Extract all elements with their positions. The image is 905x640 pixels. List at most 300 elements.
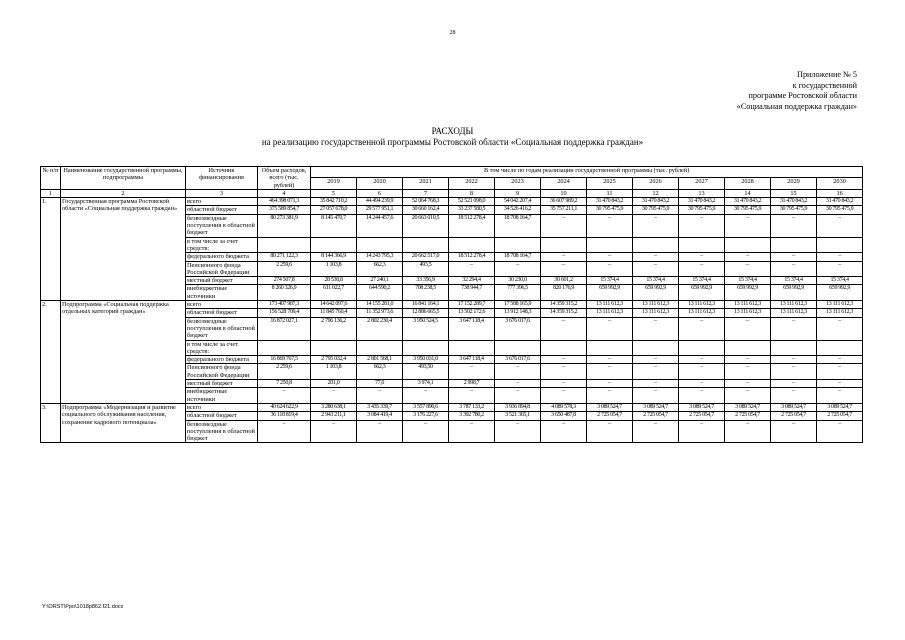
year-value-cell: 738 944,7 bbox=[449, 285, 495, 301]
year-value-cell: 3 089 524,7 bbox=[679, 403, 725, 411]
year-value-cell: – bbox=[633, 364, 679, 380]
program-name: Подпрограмма «Модернизация и развитие социального обслуживания населения, сохранение кадрового потенциала» bbox=[61, 403, 186, 442]
year-value-cell: – bbox=[771, 420, 817, 443]
year-value-cell: 3 084 419,4 bbox=[357, 412, 403, 420]
year-value-cell: 777 396,5 bbox=[495, 285, 541, 301]
year-value-cell: 12 886 665,5 bbox=[403, 309, 449, 317]
year-value-cell: 32 294,4 bbox=[449, 277, 495, 285]
year-value-cell: – bbox=[771, 253, 817, 261]
year-value-cell: – bbox=[495, 261, 541, 277]
year-value-cell: 14 244 457,6 bbox=[357, 214, 403, 237]
year-value-cell: – bbox=[817, 380, 863, 388]
funding-source: всего bbox=[186, 403, 258, 411]
column-index-cell: 9 bbox=[495, 189, 541, 197]
year-value-cell: 611 022,7 bbox=[311, 285, 357, 301]
year-value-cell: 13 111 612,3 bbox=[633, 301, 679, 309]
year-value-cell: 18 708 164,7 bbox=[495, 214, 541, 237]
year-value-cell: – bbox=[633, 388, 679, 404]
year-value-cell: 14 359 315,2 bbox=[541, 309, 587, 317]
year-value-cell: 33 237 580,5 bbox=[449, 206, 495, 214]
year-value-cell: 34 526 416,2 bbox=[495, 206, 541, 214]
funding-source: областной бюджет bbox=[186, 206, 258, 214]
year-value-cell: 15 374,4 bbox=[817, 277, 863, 285]
year-value-cell: 659 992,9 bbox=[817, 285, 863, 301]
header-years-group: В том числе по годам реализации государственной программы (тыс. рублей) bbox=[311, 167, 863, 178]
year-value-cell: 35 842 710,2 bbox=[311, 198, 357, 206]
year-value-cell: – bbox=[311, 388, 357, 404]
column-index-cell: 4 bbox=[258, 189, 311, 197]
year-value-cell: 14 359 315,2 bbox=[541, 301, 587, 309]
table-row bbox=[41, 198, 863, 206]
year-value-cell: 13 111 612,3 bbox=[771, 309, 817, 317]
year-value-cell: 15 374,4 bbox=[679, 277, 725, 285]
year-value-cell: 11 845 760,4 bbox=[311, 309, 357, 317]
column-index-cell: 13 bbox=[679, 189, 725, 197]
total-value-cell: 16 869 767,5 bbox=[258, 356, 311, 364]
year-value-cell bbox=[403, 237, 449, 253]
column-index-cell: 5 bbox=[311, 189, 357, 197]
year-value-cell: 15 374,4 bbox=[633, 277, 679, 285]
year-value-cell bbox=[495, 237, 541, 253]
annex-block bbox=[657, 70, 857, 112]
year-value-cell: 18 708 164,7 bbox=[495, 253, 541, 261]
year-value-cell: 54 042 207,4 bbox=[495, 198, 541, 206]
funding-source: безвозмездные поступления в областной бюджет bbox=[186, 317, 258, 340]
year-value-cell: – bbox=[817, 253, 863, 261]
total-value-cell: – bbox=[258, 388, 311, 404]
year-value-cell: 2 725 054,7 bbox=[725, 412, 771, 420]
year-value-cell: 4 089 578,3 bbox=[541, 403, 587, 411]
year-value-cell: 30 795 475,9 bbox=[771, 206, 817, 214]
year-value-cell: 30 795 475,9 bbox=[587, 206, 633, 214]
year-value-cell: 14 243 795,3 bbox=[357, 253, 403, 261]
year-value-cell: – bbox=[541, 214, 587, 237]
header-year: 2023 bbox=[495, 178, 541, 189]
year-value-cell: – bbox=[541, 380, 587, 388]
column-index-cell: 2 bbox=[61, 189, 186, 197]
year-value-cell: 3 936 894,8 bbox=[495, 403, 541, 411]
year-value-cell: 2 795 032,4 bbox=[311, 356, 357, 364]
total-value-cell: 36 118 819,4 bbox=[258, 412, 311, 420]
year-value-cell: – bbox=[771, 317, 817, 340]
year-value-cell: 30 795 475,9 bbox=[633, 206, 679, 214]
year-value-cell: – bbox=[587, 261, 633, 277]
column-index-cell: 15 bbox=[771, 189, 817, 197]
year-value-cell bbox=[633, 340, 679, 356]
header-volume: Объем расходов, всего (тыс. рублей) bbox=[258, 167, 311, 190]
year-value-cell: 13 111 612,3 bbox=[817, 309, 863, 317]
funding-source: Пенсионного фонда Российской Федерации bbox=[186, 364, 258, 380]
year-value-cell: 3 392 780,2 bbox=[449, 412, 495, 420]
year-value-cell bbox=[449, 237, 495, 253]
year-value-cell: 31 470 843,2 bbox=[817, 198, 863, 206]
year-value-cell: – bbox=[817, 420, 863, 443]
year-value-cell: – bbox=[725, 420, 771, 443]
year-value-cell: – bbox=[587, 214, 633, 237]
year-value-cell: – bbox=[541, 253, 587, 261]
funding-source: в том числе за счет средств: bbox=[186, 340, 258, 356]
year-value-cell: 659 992,9 bbox=[771, 285, 817, 301]
year-value-cell: 13 502 172,6 bbox=[449, 309, 495, 317]
year-value-cell bbox=[725, 237, 771, 253]
year-value-cell: 659 992,9 bbox=[633, 285, 679, 301]
year-value-cell: – bbox=[817, 388, 863, 404]
year-value-cell: – bbox=[541, 420, 587, 443]
year-value-cell bbox=[357, 340, 403, 356]
year-value-cell: – bbox=[679, 317, 725, 340]
year-value-cell bbox=[725, 340, 771, 356]
year-value-cell: 30 230,0 bbox=[495, 277, 541, 285]
annex-line-3: программе Ростовской области bbox=[748, 91, 857, 100]
year-value-cell: 1 103,8 bbox=[311, 261, 357, 277]
year-value-cell: 708 238,5 bbox=[403, 285, 449, 301]
year-value-cell: 2 801 568,1 bbox=[357, 356, 403, 364]
year-value-cell: 15 374,4 bbox=[725, 277, 771, 285]
year-value-cell: – bbox=[449, 364, 495, 380]
year-value-cell: 18 512 278,4 bbox=[449, 214, 495, 237]
year-value-cell: 52 064 768,3 bbox=[403, 198, 449, 206]
year-value-cell: – bbox=[403, 420, 449, 443]
year-value-cell bbox=[679, 237, 725, 253]
funding-source: областной бюджет bbox=[186, 309, 258, 317]
footer-file-path: Y:\ORST\Ppo\1018p862.f21.docx bbox=[42, 604, 124, 610]
annex-line-2: к государственной bbox=[792, 80, 857, 90]
year-value-cell: – bbox=[725, 356, 771, 364]
total-value-cell: 173 407 987,3 bbox=[258, 301, 311, 309]
row-number: 2. bbox=[41, 301, 61, 404]
year-value-cell: – bbox=[817, 261, 863, 277]
year-value-cell: – bbox=[679, 364, 725, 380]
funding-source: безвозмездные поступления в областной бюджет bbox=[186, 420, 258, 443]
funding-source: всего bbox=[186, 301, 258, 309]
total-value-cell: 80 273 381,9 bbox=[258, 214, 311, 237]
column-index-cell: 14 bbox=[725, 189, 771, 197]
header-source: Источник финансирования bbox=[186, 167, 258, 190]
document-title bbox=[0, 126, 905, 147]
year-value-cell: – bbox=[725, 364, 771, 380]
year-value-cell: 20 662 517,0 bbox=[403, 253, 449, 261]
year-value-cell: 30 795 475,9 bbox=[679, 206, 725, 214]
year-value-cell: 2 802 230,4 bbox=[357, 317, 403, 340]
year-value-cell: – bbox=[633, 380, 679, 388]
year-value-cell: – bbox=[587, 253, 633, 261]
total-value-cell: 464 398 071,3 bbox=[258, 198, 311, 206]
year-value-cell: 3 089 524,7 bbox=[633, 403, 679, 411]
year-value-cell: 3 089 524,7 bbox=[587, 403, 633, 411]
year-value-cell: – bbox=[817, 317, 863, 340]
year-value-cell: 31 470 843,2 bbox=[725, 198, 771, 206]
funding-source: в том числе за счет средств: bbox=[186, 237, 258, 253]
year-value-cell: – bbox=[449, 261, 495, 277]
year-value-cell: – bbox=[679, 420, 725, 443]
year-value-cell: – bbox=[725, 317, 771, 340]
year-value-cell bbox=[587, 237, 633, 253]
year-value-cell: – bbox=[725, 261, 771, 277]
year-value-cell: 44 494 239,9 bbox=[357, 198, 403, 206]
title-line-2: на реализацию государственной программы Ростовской области «Социальная поддержка граждан» bbox=[261, 136, 644, 147]
column-index-cell: 7 bbox=[403, 189, 449, 197]
header-year: 2029 bbox=[771, 178, 817, 189]
year-value-cell: – bbox=[357, 420, 403, 443]
year-value-cell: 27 240,1 bbox=[357, 277, 403, 285]
year-value-cell: – bbox=[541, 388, 587, 404]
expenses-table bbox=[40, 166, 863, 443]
year-value-cell: 17 588 165,9 bbox=[495, 301, 541, 309]
year-value-cell: – bbox=[357, 388, 403, 404]
total-value-cell bbox=[258, 340, 311, 356]
year-value-cell: 659 992,9 bbox=[587, 285, 633, 301]
year-value-cell: – bbox=[771, 214, 817, 237]
header-year: 2028 bbox=[725, 178, 771, 189]
year-value-cell: – bbox=[771, 364, 817, 380]
annex-line-1: Приложение № 5 bbox=[797, 70, 857, 79]
column-index-cell: 3 bbox=[186, 189, 258, 197]
year-value-cell: 13 912 148,3 bbox=[495, 309, 541, 317]
total-value-cell: 8 260 326,9 bbox=[258, 285, 311, 301]
year-value-cell: 28 538,8 bbox=[311, 277, 357, 285]
row-number: 3. bbox=[41, 403, 61, 442]
year-value-cell: – bbox=[449, 388, 495, 404]
year-value-cell: 2 796 136,2 bbox=[311, 317, 357, 340]
year-value-cell: 3 089 524,7 bbox=[817, 403, 863, 411]
funding-source: безвозмездные поступления в областной бюджет bbox=[186, 214, 258, 237]
total-value-cell: 2 259,6 bbox=[258, 364, 311, 380]
year-value-cell: – bbox=[403, 388, 449, 404]
year-value-cell: 31 470 843,2 bbox=[679, 198, 725, 206]
funding-source: федерального бюджета bbox=[186, 356, 258, 364]
header-year: 2019 bbox=[311, 178, 357, 189]
year-value-cell: 3 787 133,2 bbox=[449, 403, 495, 411]
total-value-cell: 40 624 622,9 bbox=[258, 403, 311, 411]
year-value-cell: – bbox=[587, 388, 633, 404]
column-index-row bbox=[41, 189, 863, 197]
column-index-cell: 1 bbox=[41, 189, 61, 197]
table-row bbox=[41, 403, 863, 411]
funding-source: федерального бюджета bbox=[186, 253, 258, 261]
header-year: 2021 bbox=[403, 178, 449, 189]
year-value-cell: – bbox=[541, 261, 587, 277]
year-value-cell bbox=[541, 340, 587, 356]
year-value-cell bbox=[357, 237, 403, 253]
annex-line-4: «Социальная поддержка граждан» bbox=[736, 101, 857, 111]
year-value-cell: 3 557 890,6 bbox=[403, 403, 449, 411]
total-value-cell: 274 507,8 bbox=[258, 277, 311, 285]
year-value-cell: 77,0 bbox=[357, 380, 403, 388]
year-value-cell: 2 725 054,7 bbox=[771, 412, 817, 420]
total-value-cell: 80 271 122,3 bbox=[258, 253, 311, 261]
year-value-cell: 3 176 227,6 bbox=[403, 412, 449, 420]
year-value-cell: 3 650 487,8 bbox=[541, 412, 587, 420]
year-value-cell: 11 352 973,6 bbox=[357, 309, 403, 317]
table-row bbox=[41, 301, 863, 309]
year-value-cell: 3 676 017,6 bbox=[495, 356, 541, 364]
year-value-cell: 15 374,4 bbox=[587, 277, 633, 285]
year-value-cell: – bbox=[817, 356, 863, 364]
column-index-cell: 6 bbox=[357, 189, 403, 197]
year-value-cell: 13 111 612,3 bbox=[817, 301, 863, 309]
year-value-cell bbox=[311, 237, 357, 253]
year-value-cell: 30 795 475,9 bbox=[725, 206, 771, 214]
year-value-cell: 3 089 524,7 bbox=[771, 403, 817, 411]
year-value-cell: – bbox=[633, 420, 679, 443]
total-value-cell bbox=[258, 237, 311, 253]
year-value-cell bbox=[449, 340, 495, 356]
year-value-cell: 659 992,9 bbox=[725, 285, 771, 301]
year-value-cell: – bbox=[679, 388, 725, 404]
header-row-1 bbox=[41, 167, 863, 178]
title-line-1: РАСХОДЫ bbox=[431, 126, 474, 136]
year-value-cell: 644 590,2 bbox=[357, 285, 403, 301]
year-value-cell: – bbox=[725, 388, 771, 404]
year-value-cell: 30 660 162,4 bbox=[403, 206, 449, 214]
year-value-cell: 13 111 612,3 bbox=[587, 309, 633, 317]
year-value-cell: 13 111 612,3 bbox=[679, 309, 725, 317]
year-value-cell: 20 663 010,5 bbox=[403, 214, 449, 237]
funding-source: внебюджетные источники bbox=[186, 285, 258, 301]
year-value-cell: 17 152 289,7 bbox=[449, 301, 495, 309]
year-value-cell: 8 145 470,7 bbox=[311, 214, 357, 237]
year-value-cell: – bbox=[725, 214, 771, 237]
year-value-cell: – bbox=[495, 364, 541, 380]
year-value-cell: 8 144 366,9 bbox=[311, 253, 357, 261]
year-value-cell: 31 470 843,2 bbox=[771, 198, 817, 206]
year-value-cell: 36 607 989,2 bbox=[541, 198, 587, 206]
year-value-cell: – bbox=[587, 364, 633, 380]
year-value-cell: 3 974,1 bbox=[403, 380, 449, 388]
column-index-cell: 10 bbox=[541, 189, 587, 197]
year-value-cell: 30 601,2 bbox=[541, 277, 587, 285]
year-value-cell: 2 943 211,1 bbox=[311, 412, 357, 420]
year-value-cell: 3 950 031,0 bbox=[403, 356, 449, 364]
year-value-cell: 30 795 475,9 bbox=[817, 206, 863, 214]
year-value-cell: – bbox=[771, 380, 817, 388]
year-value-cell: – bbox=[679, 380, 725, 388]
year-value-cell: 13 111 612,3 bbox=[587, 301, 633, 309]
funding-source: Пенсионного фонда Российской Федерации bbox=[186, 261, 258, 277]
year-value-cell: 52 521 098,0 bbox=[449, 198, 495, 206]
year-value-cell: 29 577 951,1 bbox=[357, 206, 403, 214]
header-year: 2025 bbox=[587, 178, 633, 189]
year-value-cell: 2 725 054,7 bbox=[587, 412, 633, 420]
year-value-cell: 3 089 524,7 bbox=[725, 403, 771, 411]
year-value-cell: – bbox=[679, 261, 725, 277]
year-value-cell: 820 176,9 bbox=[541, 285, 587, 301]
year-value-cell: 13 111 612,3 bbox=[679, 301, 725, 309]
year-value-cell: 14 642 097,6 bbox=[311, 301, 357, 309]
year-value-cell: 3 950 524,5 bbox=[403, 317, 449, 340]
year-value-cell bbox=[679, 340, 725, 356]
year-value-cell: – bbox=[679, 214, 725, 237]
year-value-cell: – bbox=[633, 356, 679, 364]
year-value-cell bbox=[587, 340, 633, 356]
year-value-cell: 3 676 017,6 bbox=[495, 317, 541, 340]
year-value-cell: 2 725 054,7 bbox=[817, 412, 863, 420]
year-value-cell bbox=[771, 237, 817, 253]
row-number: 1. bbox=[41, 198, 61, 301]
table-body bbox=[41, 198, 863, 443]
year-value-cell: 13 111 612,3 bbox=[633, 309, 679, 317]
year-value-cell: – bbox=[587, 317, 633, 340]
year-value-cell: – bbox=[679, 356, 725, 364]
year-value-cell: 1 103,8 bbox=[311, 364, 357, 380]
year-value-cell: – bbox=[495, 380, 541, 388]
year-value-cell bbox=[817, 340, 863, 356]
year-value-cell: 3 647 118,4 bbox=[449, 317, 495, 340]
year-value-cell: 3 435 339,7 bbox=[357, 403, 403, 411]
program-name: Подпрограмма «Социальная поддержка отдельных категорий граждан» bbox=[61, 301, 186, 404]
year-value-cell: – bbox=[725, 253, 771, 261]
year-value-cell: – bbox=[725, 380, 771, 388]
total-value-cell: 156 528 709,4 bbox=[258, 309, 311, 317]
year-value-cell bbox=[311, 340, 357, 356]
year-value-cell: 14 155 281,0 bbox=[357, 301, 403, 309]
year-value-cell: – bbox=[495, 420, 541, 443]
year-value-cell: 2 725 054,7 bbox=[679, 412, 725, 420]
year-value-cell: – bbox=[771, 356, 817, 364]
header-name: Наименование государственной программы, подпрограммы bbox=[61, 167, 186, 190]
year-value-cell: – bbox=[311, 420, 357, 443]
total-value-cell: – bbox=[258, 420, 311, 443]
year-value-cell: – bbox=[817, 214, 863, 237]
header-year: 2026 bbox=[633, 178, 679, 189]
year-value-cell bbox=[403, 340, 449, 356]
year-value-cell: 3 647 118,4 bbox=[449, 356, 495, 364]
year-value-cell: – bbox=[541, 364, 587, 380]
year-value-cell: 16 841 164,1 bbox=[403, 301, 449, 309]
year-value-cell: 3 280 638,1 bbox=[311, 403, 357, 411]
year-value-cell bbox=[771, 340, 817, 356]
year-value-cell: – bbox=[541, 317, 587, 340]
year-value-cell: – bbox=[817, 364, 863, 380]
year-value-cell: 2 725 054,7 bbox=[633, 412, 679, 420]
total-value-cell: 7 250,8 bbox=[258, 380, 311, 388]
year-value-cell: 13 111 612,3 bbox=[725, 301, 771, 309]
funding-source: внебюджетные источники bbox=[186, 388, 258, 404]
column-index-cell: 8 bbox=[449, 189, 495, 197]
funding-source: всего bbox=[186, 198, 258, 206]
year-value-cell: 35 757 211,1 bbox=[541, 206, 587, 214]
year-value-cell bbox=[633, 237, 679, 253]
year-value-cell: – bbox=[587, 420, 633, 443]
year-value-cell: 13 111 612,3 bbox=[725, 309, 771, 317]
year-value-cell: 2 998,7 bbox=[449, 380, 495, 388]
total-value-cell: 2 259,6 bbox=[258, 261, 311, 277]
year-value-cell: 659 992,9 bbox=[679, 285, 725, 301]
column-index-cell: 12 bbox=[633, 189, 679, 197]
funding-source: местный бюджет bbox=[186, 380, 258, 388]
year-value-cell: – bbox=[633, 261, 679, 277]
year-value-cell: 13 111 612,3 bbox=[771, 301, 817, 309]
total-value-cell: 16 872 027,1 bbox=[258, 317, 311, 340]
year-value-cell: 31 470 843,2 bbox=[587, 198, 633, 206]
year-value-cell: – bbox=[541, 356, 587, 364]
year-value-cell: 3 521 365,1 bbox=[495, 412, 541, 420]
year-value-cell: – bbox=[495, 388, 541, 404]
year-value-cell: 493,5 bbox=[403, 261, 449, 277]
year-value-cell: 15 374,4 bbox=[771, 277, 817, 285]
header-year: 2027 bbox=[679, 178, 725, 189]
year-value-cell bbox=[817, 237, 863, 253]
column-index-cell: 11 bbox=[587, 189, 633, 197]
year-value-cell: 493,50 bbox=[403, 364, 449, 380]
header-year: 2022 bbox=[449, 178, 495, 189]
year-value-cell bbox=[541, 237, 587, 253]
header-year: 2020 bbox=[357, 178, 403, 189]
year-value-cell: 201,0 bbox=[311, 380, 357, 388]
year-value-cell: 18 512 278,4 bbox=[449, 253, 495, 261]
column-index-cell: 16 bbox=[817, 189, 863, 197]
funding-source: областной бюджет bbox=[186, 412, 258, 420]
